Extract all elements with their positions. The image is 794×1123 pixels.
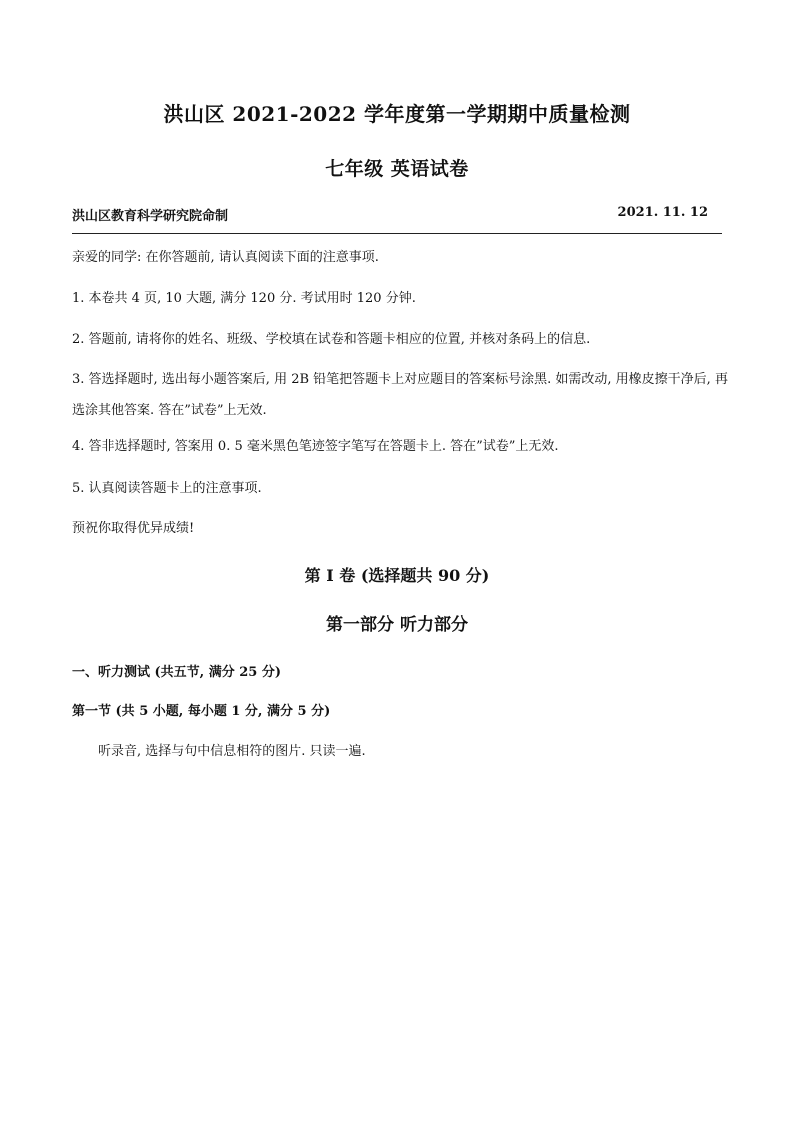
notice-item-3: 3. 答选择题时, 选出每小题答案后, 用 2B 铅笔把答题卡上对应题目的答案标号涂黑. 如需改动, 用橡皮擦干净后, 再选涂其他答案. 答在”试卷”上无效. xyxy=(72,372,728,418)
exam-subtitle: 七年级 英语试卷 xyxy=(325,158,469,180)
section1-instruction: 听录音, 选择与句中信息相符的图片. 只读一遍. xyxy=(98,744,366,759)
section1-heading: 第一节 (共 5 小题, 每小题 1 分, 满分 5 分) xyxy=(72,704,331,719)
issuer-name: 洪山区教育科学研究院命制 xyxy=(72,209,229,224)
exam-title: 洪山区 2021-2022 学年度第一学期期中质量检测 xyxy=(163,102,631,126)
notice-item-5: 5. 认真阅读答题卡上的注意事项. xyxy=(72,481,262,496)
notice-greeting: 亲爱的同学: 在你答题前, 请认真阅读下面的注意事项. xyxy=(72,250,379,265)
exam-date: 2021. 11. 12 xyxy=(617,205,708,220)
part-heading: 第一部分 听力部分 xyxy=(326,615,468,635)
notice-item-1: 1. 本卷共 4 页, 10 大题, 满分 120 分. 考试用时 120 分钟. xyxy=(72,291,416,306)
listening-heading: 一、听力测试 (共五节, 满分 25 分) xyxy=(72,665,282,680)
issuer-row xyxy=(72,205,722,234)
notice-wish: 预祝你取得优异成绩! xyxy=(72,521,195,536)
volume-heading: 第 I 卷 (选择题共 90 分) xyxy=(304,566,490,585)
notice-item-2: 2. 答题前, 请将你的姓名、班级、学校填在试卷和答题卡相应的位置, 并核对条码上的信息. xyxy=(72,332,591,347)
notice-item-4: 4. 答非选择题时, 答案用 0. 5 毫米黑色笔迹签字笔写在答题卡上. 答在”试卷”上无效. xyxy=(72,439,559,454)
